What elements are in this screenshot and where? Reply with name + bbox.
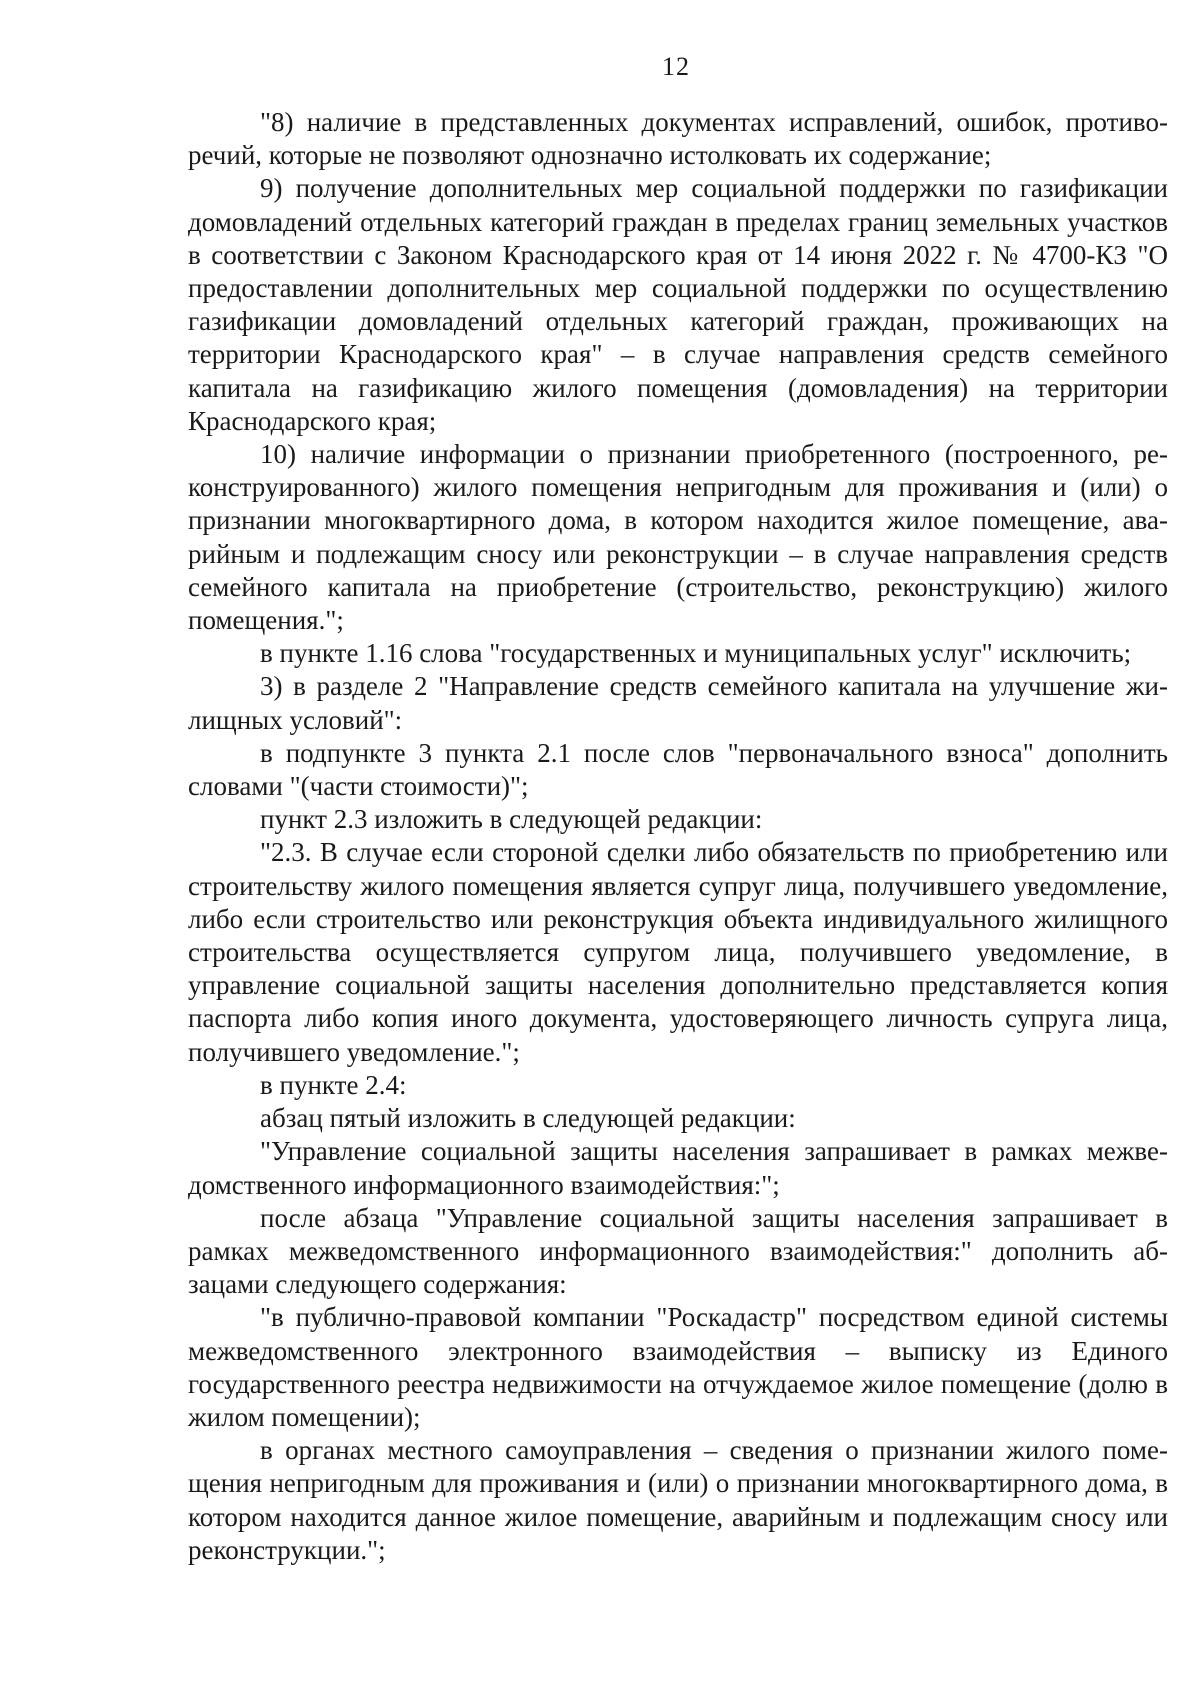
paragraph-fifth-abzac-text: "Управление социальной защиты населения запрашивает в рамках межведомственного информационного взаимодействия:";	[188, 1136, 1168, 1200]
paragraph-section-2: 3) в разделе 2 "Направление средств семейного капитала на улучшение жилищных условий":	[188, 671, 1168, 735]
paragraph-fifth-abzac-intro: абзац пятый изложить в следующей редакции:	[260, 1103, 796, 1134]
document-body	[188, 106, 1168, 1567]
paragraph-point-2-4: в пункте 2.4:	[260, 1069, 407, 1100]
paragraph-point-1-16: в пункте 1.16 слова "государственных и муниципальных услуг" исключить;	[260, 638, 1132, 669]
page-number: 12	[662, 52, 690, 81]
paragraph-local-government: в органах местного самоуправления – сведения о признании жилого помещения непригодным для проживания и (или) о признании многоквартирного дома, в котором находится данное жилое помещение, аварийным и подлежащим сносу или реконструкции.";	[188, 1435, 1168, 1565]
paragraph-roskadastr: "в публично-правовой компании "Роскадастр" посредством единой системы межведомственного электронного взаимодействия – выписку из Единого государственного реестра недвижимости на отчуждаемое жилое помещение (долю в жилом помещении);	[188, 1302, 1168, 1432]
paragraph-item-8: "8) наличие в представленных документах исправлений, ошибок, противоречий, которые не позволяют однозначно истолковать их содержание;	[188, 107, 1168, 171]
paragraph-item-9: 9) получение дополнительных мер социальной поддержки по газификации домовладений отдельных категорий граждан в пределах границ земельных участков в соответствии с Законом Краснодарского края от 14 июня 2022 г. № 4700-КЗ "О предоставлении дополнительных мер социальной поддержки по осуществлению газификации домовладений отдельных категорий граждан, проживающих на территории Краснодарского края" – в случае направления средств семейного капитала на газификацию жилого помещения (домовладения) на территории Краснодарского края;	[188, 173, 1168, 436]
paragraph-after-abzac: после абзаца "Управление социальной защиты населения запрашивает в рамках межведомственного информационного взаимодействия:" дополнить абзацами следующего содержания:	[188, 1202, 1168, 1300]
paragraph-point-2-3-text: "2.3. В случае если стороной сделки либо обязательств по приобретению или строительству жилого помещения является супруг лица, получившего уведомление, либо если строительство или реконструкция объекта индивидуального жилищного строительства осуществляется супругом лица, получившего уведомление, в управление социальной защиты населения дополнительно представляется копия паспорта либо копия иного документа, удостоверяющего личность супруга лица, получившего уведомление.";	[188, 837, 1168, 1067]
paragraph-point-2-3-intro: пункт 2.3 изложить в следующей редакции:	[260, 804, 763, 835]
paragraph-item-10: 10) наличие информации о признании приобретенного (построенного, реконструированного) жилого помещения непригодным для проживания и (или) о признании многоквартирного дома, в котором находится жилое помещение, аварийным и подлежащим сносу или реконструкции – в случае направления средств семейного капитала на приобретение (строительство, реконструкцию) жилого помещения.";	[188, 439, 1168, 636]
paragraph-subpoint-3-2-1: в подпункте 3 пункта 2.1 после слов "первоначального взноса" дополнить словами "(части стоимости)";	[188, 737, 1168, 802]
